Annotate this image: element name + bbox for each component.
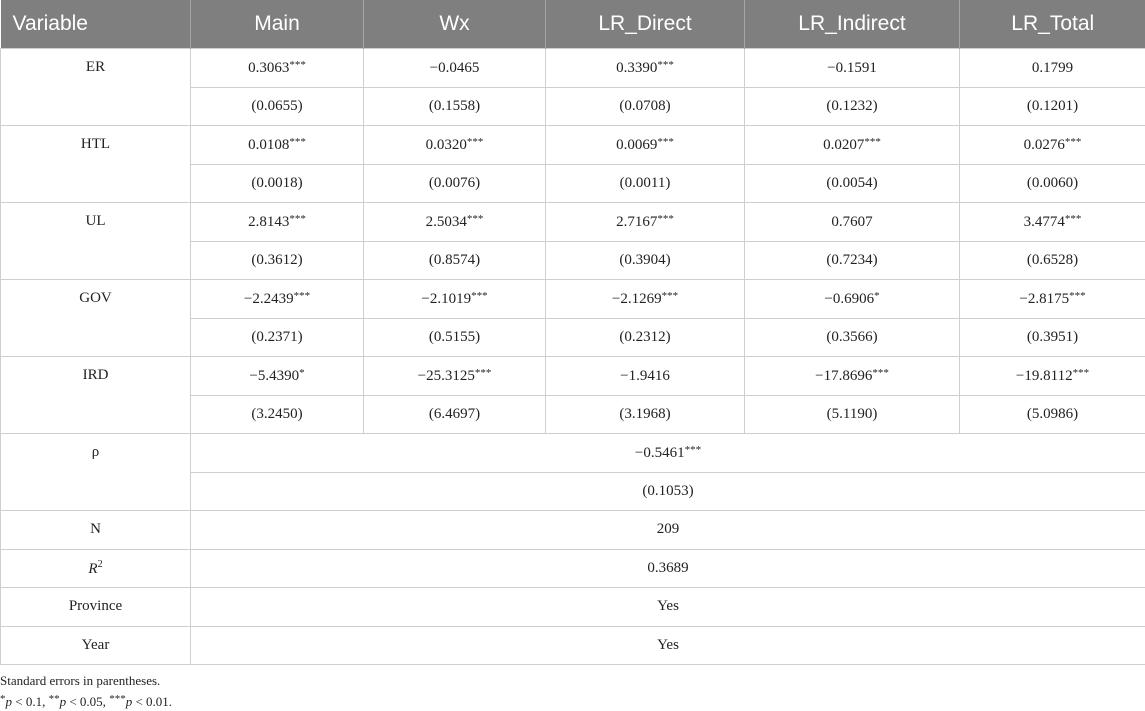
- std-error-cell: (6.4697): [364, 395, 546, 434]
- std-error-cell: (0.1232): [745, 87, 960, 126]
- std-error-cell: (0.8574): [364, 241, 546, 280]
- coef-cell: [546, 126, 745, 165]
- significance-stars: ***: [467, 136, 484, 148]
- table-row: [1, 280, 1145, 319]
- significance-stars: ***: [289, 213, 306, 225]
- coef-cell: [191, 203, 364, 242]
- header-main: Main: [191, 0, 364, 49]
- header-lr-indirect: LR_Indirect: [745, 0, 960, 49]
- significance-stars: ***: [662, 290, 679, 302]
- significance-stars: ***: [1073, 367, 1090, 379]
- notes-line-1: Standard errors in parentheses.: [0, 672, 172, 690]
- variable-name: ER: [1, 49, 191, 126]
- std-error-cell: (0.3951): [960, 318, 1145, 357]
- coef-value: 2.5034: [426, 214, 467, 230]
- significance-stars: ***: [685, 444, 702, 456]
- significance-stars: ***: [471, 290, 488, 302]
- std-error-cell: (0.5155): [364, 318, 546, 357]
- rho-coef-cell: [191, 434, 1145, 473]
- coef-value: −0.0465: [430, 60, 480, 76]
- std-error-cell: (0.2371): [191, 318, 364, 357]
- coef-cell: [364, 357, 546, 396]
- table-row: [1, 357, 1145, 396]
- r-squared-row: [1, 549, 1145, 588]
- coef-cell: [546, 357, 745, 396]
- coef-cell: [745, 49, 960, 88]
- coef-value: −0.1591: [827, 60, 877, 76]
- std-error-cell: (0.0076): [364, 164, 546, 203]
- std-error-cell: (5.1190): [745, 395, 960, 434]
- coef-cell: [546, 203, 745, 242]
- significance-stars: ***: [657, 59, 674, 71]
- coef-cell: [960, 280, 1145, 319]
- table-row: [1, 203, 1145, 242]
- header-lr-total: LR_Total: [960, 0, 1145, 49]
- n-row: [1, 511, 1145, 550]
- province-row: [1, 588, 1145, 627]
- coef-value: 2.7167: [616, 214, 657, 230]
- coef-cell: [364, 126, 546, 165]
- coef-value: 0.1799: [1032, 60, 1073, 76]
- variable-name: GOV: [1, 280, 191, 357]
- std-error-cell: (0.1201): [960, 87, 1145, 126]
- variable-name: Province: [1, 588, 191, 627]
- significance-stars: ***: [872, 367, 889, 379]
- coef-cell: [191, 126, 364, 165]
- header-wx: Wx: [364, 0, 546, 49]
- value-cell: 209: [191, 511, 1145, 550]
- r-symbol: R: [88, 561, 97, 577]
- significance-stars: ***: [294, 290, 311, 302]
- header-row: [1, 0, 1145, 49]
- coef-cell: [546, 49, 745, 88]
- std-error-cell: (0.3612): [191, 241, 364, 280]
- coef-cell: [364, 203, 546, 242]
- std-error-cell: (0.6528): [960, 241, 1145, 280]
- std-error-cell: (0.0054): [745, 164, 960, 203]
- coef-cell: [960, 126, 1145, 165]
- coef-value: 0.3063: [248, 60, 289, 76]
- coef-value: 3.4774: [1024, 214, 1065, 230]
- coef-value: −5.4390: [249, 368, 299, 384]
- notes-line-2: *p < 0.1, **p < 0.05, ***p < 0.01.: [0, 690, 172, 711]
- coef-value: −1.9416: [620, 368, 670, 384]
- coef-value: 0.0207: [823, 137, 864, 153]
- significance-stars: ***: [289, 136, 306, 148]
- coef-value: −2.2439: [244, 291, 294, 307]
- coef-cell: [960, 203, 1145, 242]
- std-error-cell: (0.0018): [191, 164, 364, 203]
- significance-stars: ***: [1069, 290, 1086, 302]
- table-notes: [0, 672, 172, 711]
- coef-cell: [960, 357, 1145, 396]
- r-exponent: 2: [98, 559, 103, 570]
- variable-name: N: [1, 511, 191, 550]
- coef-value: 0.0069: [616, 137, 657, 153]
- std-error-cell: (0.3566): [745, 318, 960, 357]
- variable-name: HTL: [1, 126, 191, 203]
- std-error-cell: (3.1968): [546, 395, 745, 434]
- coef-value: 0.0108: [248, 137, 289, 153]
- variable-name: [1, 549, 191, 588]
- coef-cell: [364, 280, 546, 319]
- coef-value: 2.8143: [248, 214, 289, 230]
- coef-value: −25.3125: [418, 368, 475, 384]
- std-error-cell: (0.0655): [191, 87, 364, 126]
- value-cell: Yes: [191, 626, 1145, 665]
- table-row: [1, 434, 1145, 473]
- coef-value: 0.0276: [1024, 137, 1065, 153]
- table-row: [1, 49, 1145, 88]
- coef-value: 0.3390: [616, 60, 657, 76]
- table-row: [1, 126, 1145, 165]
- variable-name: Year: [1, 626, 191, 665]
- variable-name: IRD: [1, 357, 191, 434]
- std-error-cell: (0.3904): [546, 241, 745, 280]
- coef-value: 0.7607: [831, 214, 872, 230]
- coef-value: −2.1019: [421, 291, 471, 307]
- significance-stars: ***: [657, 136, 674, 148]
- coef-value: −2.8175: [1019, 291, 1069, 307]
- std-error-cell: (0.0011): [546, 164, 745, 203]
- coef-cell: [745, 280, 960, 319]
- significance-stars: ***: [289, 59, 306, 71]
- variable-name: UL: [1, 203, 191, 280]
- std-error-cell: (0.0708): [546, 87, 745, 126]
- coef-value: −0.6906: [824, 291, 874, 307]
- significance-stars: ***: [1065, 213, 1082, 225]
- coef-cell: [191, 280, 364, 319]
- coef-cell: [745, 126, 960, 165]
- significance-stars: ***: [467, 213, 484, 225]
- coef-value: −19.8112: [1016, 368, 1073, 384]
- std-error-cell: (0.7234): [745, 241, 960, 280]
- significance-stars: ***: [864, 136, 881, 148]
- coef-value: −0.5461: [635, 445, 685, 461]
- std-error-cell: (0.0060): [960, 164, 1145, 203]
- value-cell: Yes: [191, 588, 1145, 627]
- std-error-cell: (0.2312): [546, 318, 745, 357]
- header-variable: Variable: [1, 0, 191, 49]
- coef-value: −17.8696: [815, 368, 872, 384]
- coef-cell: [745, 203, 960, 242]
- significance-stars: ***: [657, 213, 674, 225]
- variable-name: ρ: [1, 434, 191, 511]
- coef-cell: [546, 280, 745, 319]
- significance-stars: ***: [1065, 136, 1082, 148]
- std-error-cell: (5.0986): [960, 395, 1145, 434]
- significance-stars: *: [299, 367, 305, 379]
- std-error-cell: (3.2450): [191, 395, 364, 434]
- coef-cell: [191, 49, 364, 88]
- year-row: [1, 626, 1145, 665]
- std-error-cell: (0.1558): [364, 87, 546, 126]
- value-cell: 0.3689: [191, 549, 1145, 588]
- header-lr-direct: LR_Direct: [546, 0, 745, 49]
- std-error-cell: (0.1053): [191, 472, 1145, 511]
- coef-cell: [364, 49, 546, 88]
- significance-stars: ***: [475, 367, 492, 379]
- coef-cell: [191, 357, 364, 396]
- coef-value: −2.1269: [612, 291, 662, 307]
- coef-value: 0.0320: [426, 137, 467, 153]
- coef-cell: [960, 49, 1145, 88]
- coef-cell: [745, 357, 960, 396]
- significance-stars: *: [874, 290, 880, 302]
